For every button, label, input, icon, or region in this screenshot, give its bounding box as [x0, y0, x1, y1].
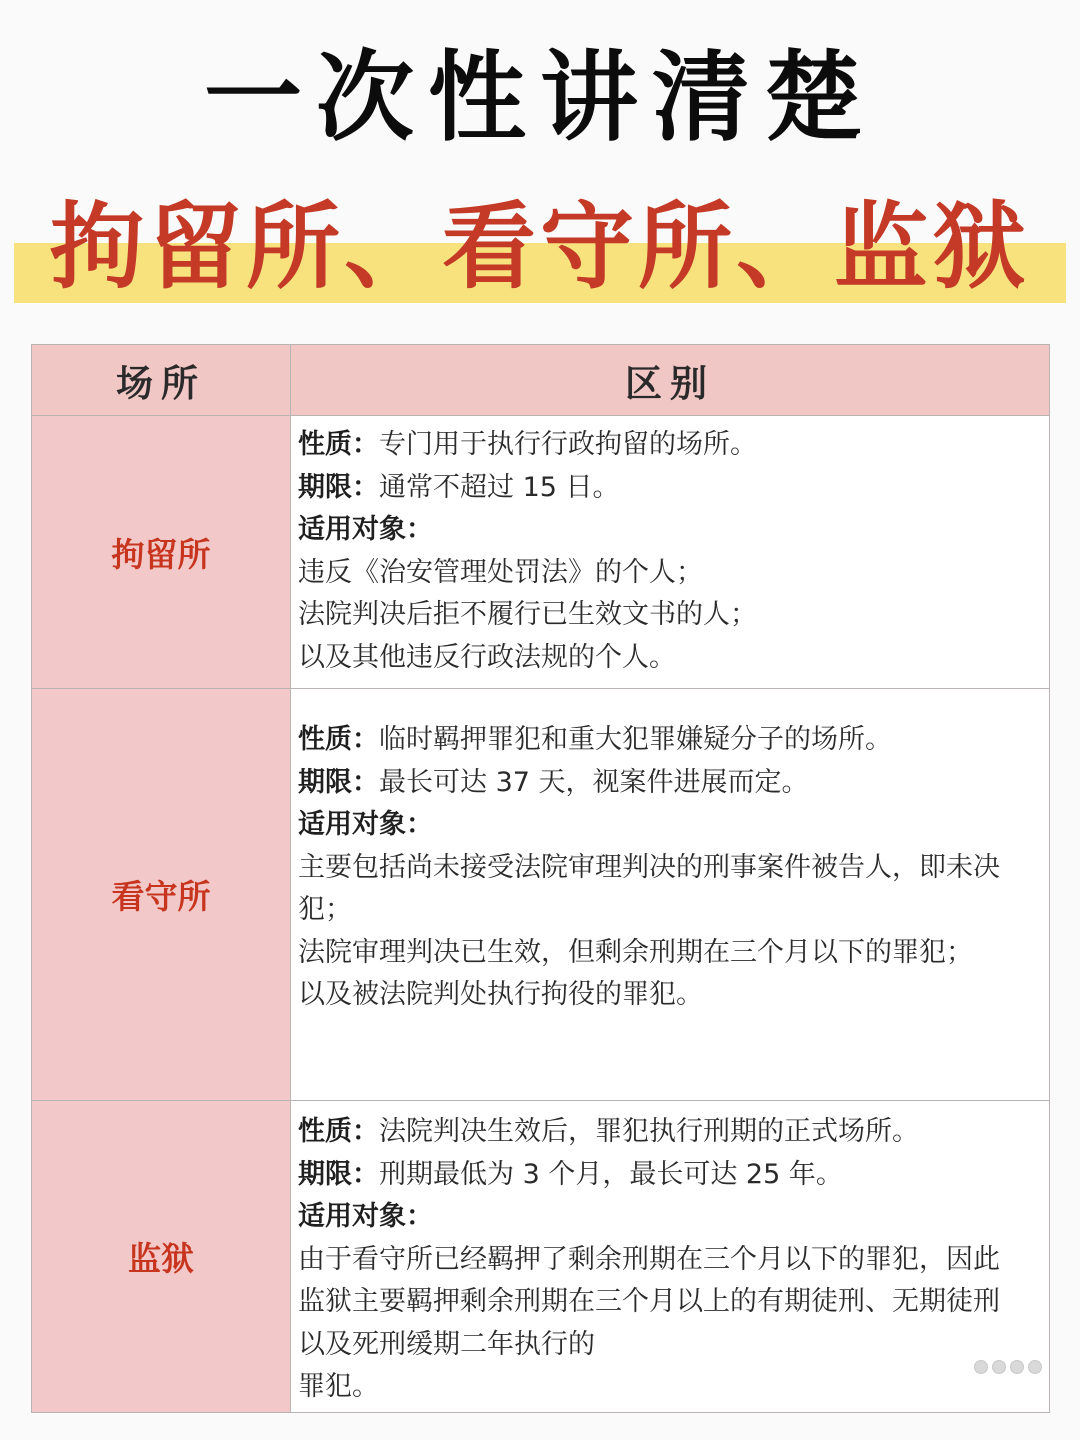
term-line: [298, 1154, 1023, 1197]
dot-icon: [1029, 1361, 1041, 1373]
detail-cell: [291, 416, 1050, 689]
term-line: [298, 467, 1023, 510]
target-item: 罪犯。: [298, 1371, 379, 1402]
target-label: 适用对象：: [298, 809, 433, 840]
nature-text: 临时羁押罪犯和重大犯罪嫌疑分子的场所。: [379, 724, 892, 755]
table-header-row: [32, 345, 1050, 416]
place-name: 看守所: [32, 689, 291, 1101]
place-name: 监狱: [32, 1101, 291, 1413]
table-row: [32, 689, 1050, 1101]
target-item: 以及被法院判处执行拘役的罪犯。: [298, 979, 703, 1010]
page-title: 一次性讲清楚: [203, 41, 876, 155]
header-difference: 区别: [291, 345, 1050, 416]
target-item: 由于看守所已经羁押了剩余刑期在三个月以下的罪犯，因此监狱主要羁押剩余刑期在三个月以上的有期徒刑、无期徒刑以及死刑缓期二年执行的: [298, 1243, 1000, 1360]
target-item: 违反《治安管理处罚法》的个人；: [298, 556, 703, 588]
target-item: 以及其他违反行政法规的个人。: [298, 641, 676, 673]
nature-text: 法院判决生效后，罪犯执行刑期的正式场所。: [379, 1116, 919, 1147]
nature-line: [298, 1111, 1023, 1154]
target-item: 主要包括尚未接受法院审理判决的刑事案件被告人，即未决犯；: [298, 851, 1000, 925]
target-label: 适用对象：: [298, 514, 433, 545]
watermark-dots: [975, 1361, 1047, 1373]
term-text: 通常不超过 15 日。: [379, 471, 620, 503]
target-item: 法院审理判决已生效，但剩余刑期在三个月以下的罪犯；: [298, 936, 973, 968]
table-row: [32, 1101, 1050, 1413]
table-row: [32, 416, 1050, 689]
target-label: 适用对象：: [298, 1201, 433, 1232]
dot-icon: [993, 1361, 1005, 1373]
term-label: 期限：: [298, 471, 379, 503]
dot-icon: [1011, 1361, 1023, 1373]
page-subtitle: 拘留所、看守所、监狱: [49, 193, 1030, 302]
nature-label: 性质：: [298, 724, 379, 755]
comparison-table: [31, 344, 1050, 1413]
detail-cell: [291, 689, 1050, 1101]
nature-line: [298, 424, 1023, 467]
nature-label: 性质：: [298, 429, 379, 460]
nature-label: 性质：: [298, 1116, 379, 1147]
nature-text: 专门用于执行行政拘留的场所。: [379, 429, 757, 460]
term-label: 期限：: [298, 766, 379, 798]
place-name: 拘留所: [32, 416, 291, 689]
detail-cell: [291, 1101, 1050, 1413]
term-line: [298, 762, 1023, 805]
term-text: 最长可达 37 天，视案件进展而定。: [379, 766, 809, 798]
term-text: 刑期最低为 3 个月，最长可达 25 年。: [379, 1158, 843, 1190]
dot-icon: [975, 1361, 987, 1373]
term-label: 期限：: [298, 1158, 379, 1190]
target-item: 法院判决后拒不履行已生效文书的人；: [298, 599, 757, 630]
header-place: 场所: [32, 345, 291, 416]
nature-line: [298, 719, 1023, 762]
